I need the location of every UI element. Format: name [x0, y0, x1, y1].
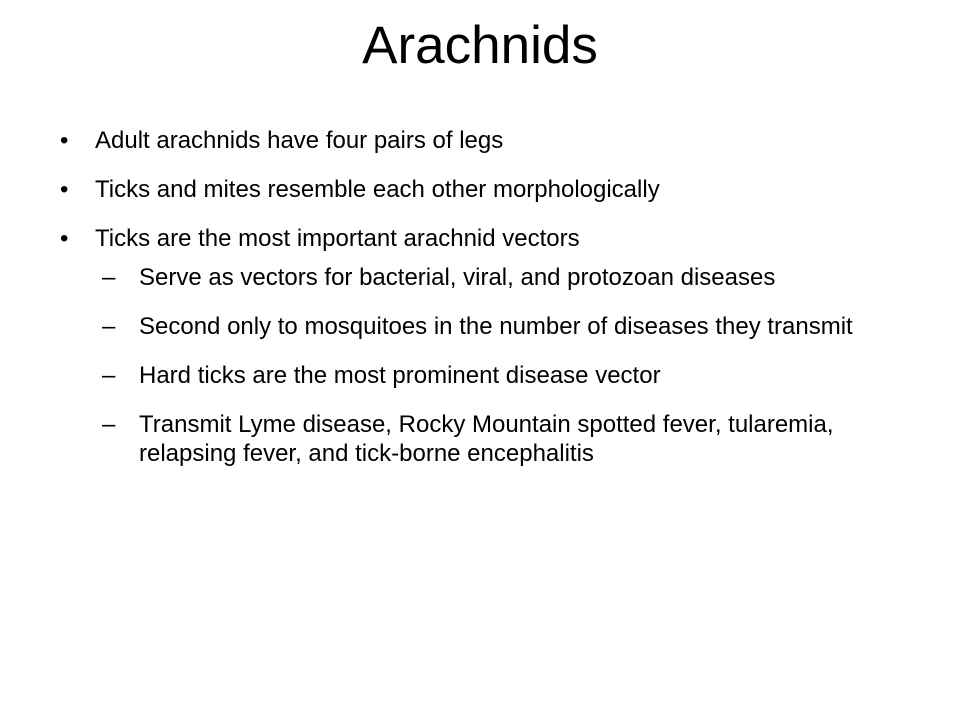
sub-bullet-marker: –	[102, 264, 116, 291]
sub-bullet-list	[102, 263, 892, 468]
bullet-item	[58, 126, 918, 155]
bullet-text: Ticks and mites resemble each other morphologically	[95, 176, 660, 203]
sub-bullet-text: Serve as vectors for bacterial, viral, and protozoan diseases	[139, 264, 776, 291]
sub-bullet-group	[58, 263, 918, 468]
sub-bullet-item	[102, 312, 892, 341]
sub-bullet-text: Transmit Lyme disease, Rocky Mountain spotted fever, tularemia, relapsing fever, and tick-borne encephalitis	[139, 411, 834, 467]
bullet-marker: •	[60, 225, 69, 252]
sub-bullet-text: Hard ticks are the most prominent disease vector	[139, 362, 661, 389]
bullet-marker: •	[60, 127, 69, 154]
sub-bullet-item	[102, 361, 892, 390]
bullet-marker: •	[60, 176, 69, 203]
sub-bullet-text: Second only to mosquitoes in the number of diseases they transmit	[139, 313, 853, 340]
sub-bullet-item	[102, 263, 892, 292]
slide-title: Arachnids	[362, 16, 598, 75]
sub-bullet-marker: –	[102, 411, 116, 438]
bullet-item	[58, 224, 918, 253]
sub-bullet-marker: –	[102, 313, 116, 340]
bullet-text: Ticks are the most important arachnid vectors	[95, 225, 580, 252]
bullet-item	[58, 175, 918, 204]
sub-bullet-marker: –	[102, 362, 116, 389]
bullet-text: Adult arachnids have four pairs of legs	[95, 127, 504, 154]
bullet-list	[58, 126, 918, 488]
sub-bullet-item	[102, 410, 892, 468]
